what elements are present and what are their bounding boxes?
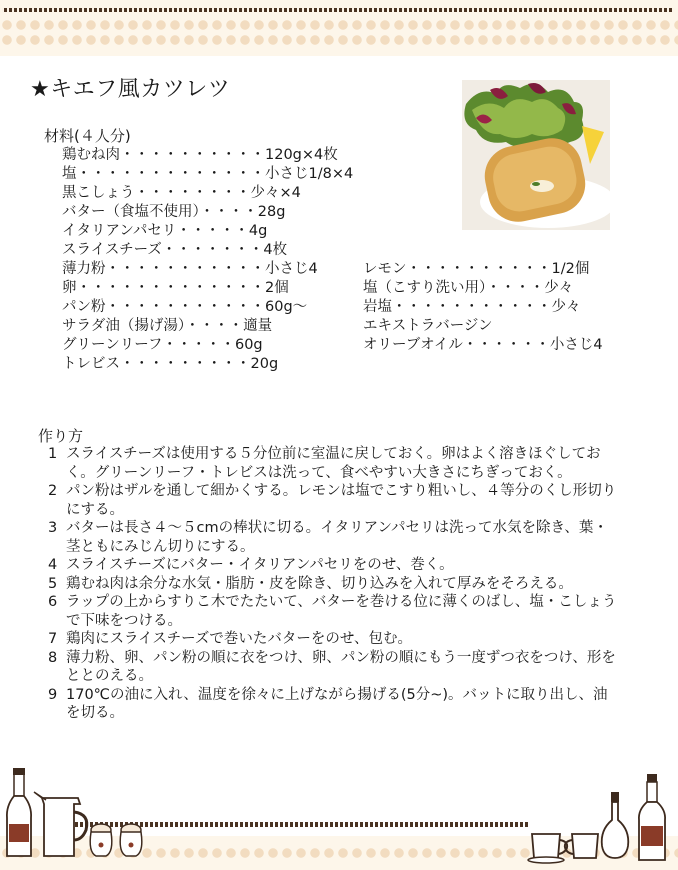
step-text: パン粉はザルを通して細かくする。レモンは塩でこすり粗いし、４等分のくし形切りにする。 — [66, 483, 617, 518]
header-decoration — [0, 0, 678, 56]
step-number: 4 — [48, 557, 58, 573]
dot-pattern-row-1 — [0, 18, 678, 32]
dot-pattern-row-2 — [0, 33, 678, 47]
method-steps — [48, 445, 618, 723]
step-text: スライスチーズにバター・イタリアンパセリをのせ、巻く。 — [66, 557, 454, 573]
wine-bottle-icon — [639, 774, 665, 860]
ingredient-item: パン粉・・・・・・・・・・・60g～ — [62, 299, 308, 315]
method-step — [48, 630, 618, 649]
method-step — [48, 649, 618, 686]
ingredient-item: エキストラバージン — [363, 318, 493, 334]
decanter-icon — [602, 792, 629, 858]
step-text: スライスチーズは使用する５分位前に室温に戻しておく。卵はよく溶きほぐしておく。グリーンリーフ・トレビスは洗って、食べやすい大きさにちぎっておく。 — [66, 446, 601, 481]
pitcher-icon — [34, 792, 87, 856]
pepper-shaker-icon — [120, 824, 142, 856]
step-text: 鶏肉にスライスチーズで巻いたバターをのせ、包む。 — [66, 631, 412, 647]
dashed-border-top — [4, 8, 674, 12]
method-step — [48, 482, 618, 519]
method-step — [48, 686, 618, 723]
step-number: 2 — [48, 483, 58, 499]
ingredients-list-left — [62, 146, 353, 374]
tableware-illustration — [0, 760, 678, 870]
step-text: 170℃の油に入れ、温度を徐々に上げながら揚げる(5分~)。バットに取り出し、油を切る。 — [66, 686, 608, 721]
ingredients-heading: 材料(４人分) — [44, 127, 131, 145]
cup-icon — [528, 834, 567, 863]
method-step — [48, 593, 618, 630]
ingredient-item: 岩塩・・・・・・・・・・・少々 — [363, 299, 581, 315]
ingredient-item: スライスチーズ・・・・・・・4枚 — [62, 242, 288, 258]
step-number: 3 — [48, 520, 58, 536]
dish-photo — [462, 80, 610, 230]
method-step — [48, 575, 618, 594]
method-step — [48, 556, 618, 575]
ingredient-item: 鶏むね肉・・・・・・・・・・120g×4枚 — [62, 147, 338, 163]
step-text: ラップの上からすりこ木でたたいて、バターを巻ける位に薄くのばし、塩・こしょうで下味をつける。 — [66, 594, 617, 629]
salt-shaker-icon — [90, 824, 112, 856]
method-step — [48, 445, 618, 482]
ingredient-item: 塩（こすり洗い用）・・・・少々 — [363, 280, 574, 296]
step-text: 鶏むね肉は余分な水気・脂肪・皮を除き、切り込みを入れて厚みをそろえる。 — [66, 575, 573, 592]
step-text: 薄力粉、卵、パン粉の順に衣をつけ、卵、パン粉の順にもう一度ずつ衣をつけ、形をととのえる。 — [66, 649, 616, 684]
ingredient-item: 塩・・・・・・・・・・・・・小さじ1/8×4 — [62, 166, 354, 182]
step-text: バターは長さ４～５cmの棒状に切る。イタリアンパセリは洗って水気を除き、葉・茎ともにみじん切りにする。 — [66, 520, 608, 555]
mug-icon — [565, 834, 598, 858]
method-heading: 作り方 — [38, 427, 84, 445]
step-number: 5 — [48, 575, 58, 592]
ingredient-item: バター（食塩不使用）・・・・28g — [62, 204, 286, 220]
step-number: 9 — [48, 686, 58, 703]
ingredient-item: オリーブオイル・・・・・・小さじ4 — [363, 337, 603, 353]
ingredient-item: 黒こしょう・・・・・・・・少々×4 — [62, 185, 301, 201]
step-number: 8 — [48, 649, 58, 666]
step-number: 7 — [48, 631, 58, 647]
ingredients-list-right — [363, 260, 603, 355]
recipe-title: ★キエフ風カツレツ — [30, 77, 231, 102]
ingredient-item: イタリアンパセリ・・・・・4g — [62, 223, 268, 239]
ingredient-item: レモン・・・・・・・・・・1/2個 — [363, 261, 590, 277]
method-step — [48, 519, 618, 556]
ingredient-item: トレビス・・・・・・・・・20g — [62, 356, 279, 372]
bottle-icon — [7, 768, 31, 856]
ingredient-item: 卵・・・・・・・・・・・・・2個 — [62, 280, 289, 296]
step-number: 1 — [48, 446, 58, 462]
ingredient-item: 薄力粉・・・・・・・・・・・小さじ4 — [62, 261, 318, 277]
step-number: 6 — [48, 594, 58, 610]
ingredient-item: サラダ油（揚げ湯）・・・・適量 — [62, 318, 273, 334]
ingredient-item: グリーンリーフ・・・・・60g — [62, 337, 263, 353]
